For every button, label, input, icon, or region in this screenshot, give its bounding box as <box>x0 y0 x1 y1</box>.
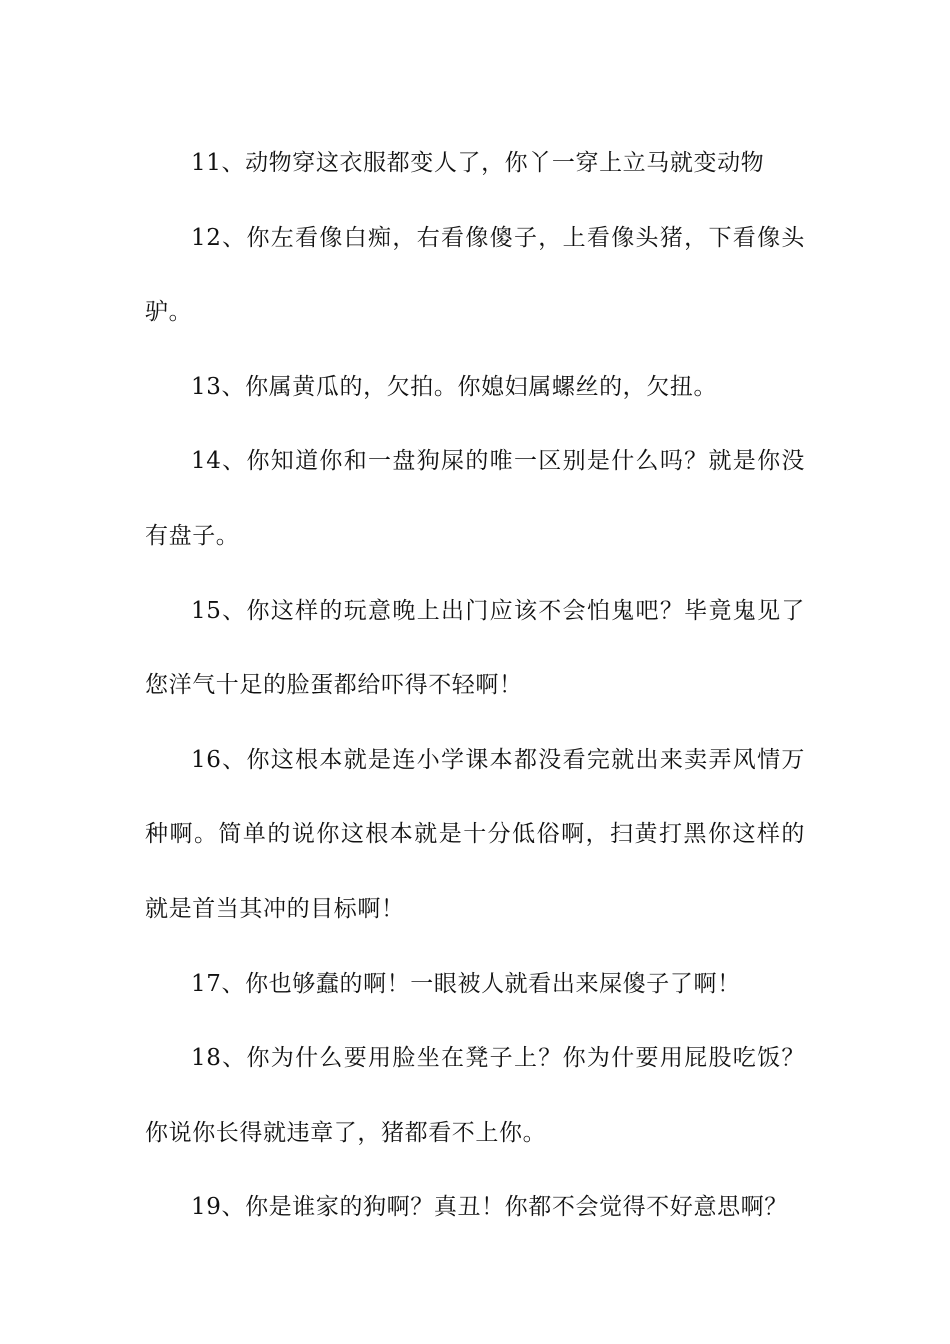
paragraph-16: 16、你这根本就是连小学课本都没看完就出来卖弄风情万种啊。简单的说你这根本就是十分低俗啊，扫黄打黑你这样的就是首当其冲的目标啊！ <box>145 746 805 922</box>
paragraph-17: 17、你也够蠢的啊！一眼被人就看出来屎傻子了啊！ <box>191 970 741 997</box>
paragraph-15: 15、你这样的玩意晚上出门应该不会怕鬼吧？毕竟鬼见了您洋气十足的脸蛋都给吓得不轻啊！ <box>145 597 805 699</box>
paragraph-12: 12、你左看像白痴，右看像傻子，上看像头猪，下看像头驴。 <box>145 224 805 326</box>
paragraph-19: 19、你是谁家的狗啊？真丑！你都不会觉得不好意思啊？ <box>191 1194 788 1221</box>
paragraph-13: 13、你属黄瓜的，欠拍。你媳妇属螺丝的，欠扭。 <box>191 373 718 400</box>
paragraph-14: 14、你知道你和一盘狗屎的唯一区别是什么吗？就是你没有盘子。 <box>145 448 805 549</box>
paragraph-11: 11、动物穿这衣服都变人了，你丫一穿上立马就变动物 <box>191 150 765 176</box>
paragraph-18: 18、你为什么要用脸坐在凳子上？你为什要用屁股吃饭？你说你长得就违章了，猪都看不上你。 <box>145 1045 805 1146</box>
document-body <box>145 126 805 1245</box>
